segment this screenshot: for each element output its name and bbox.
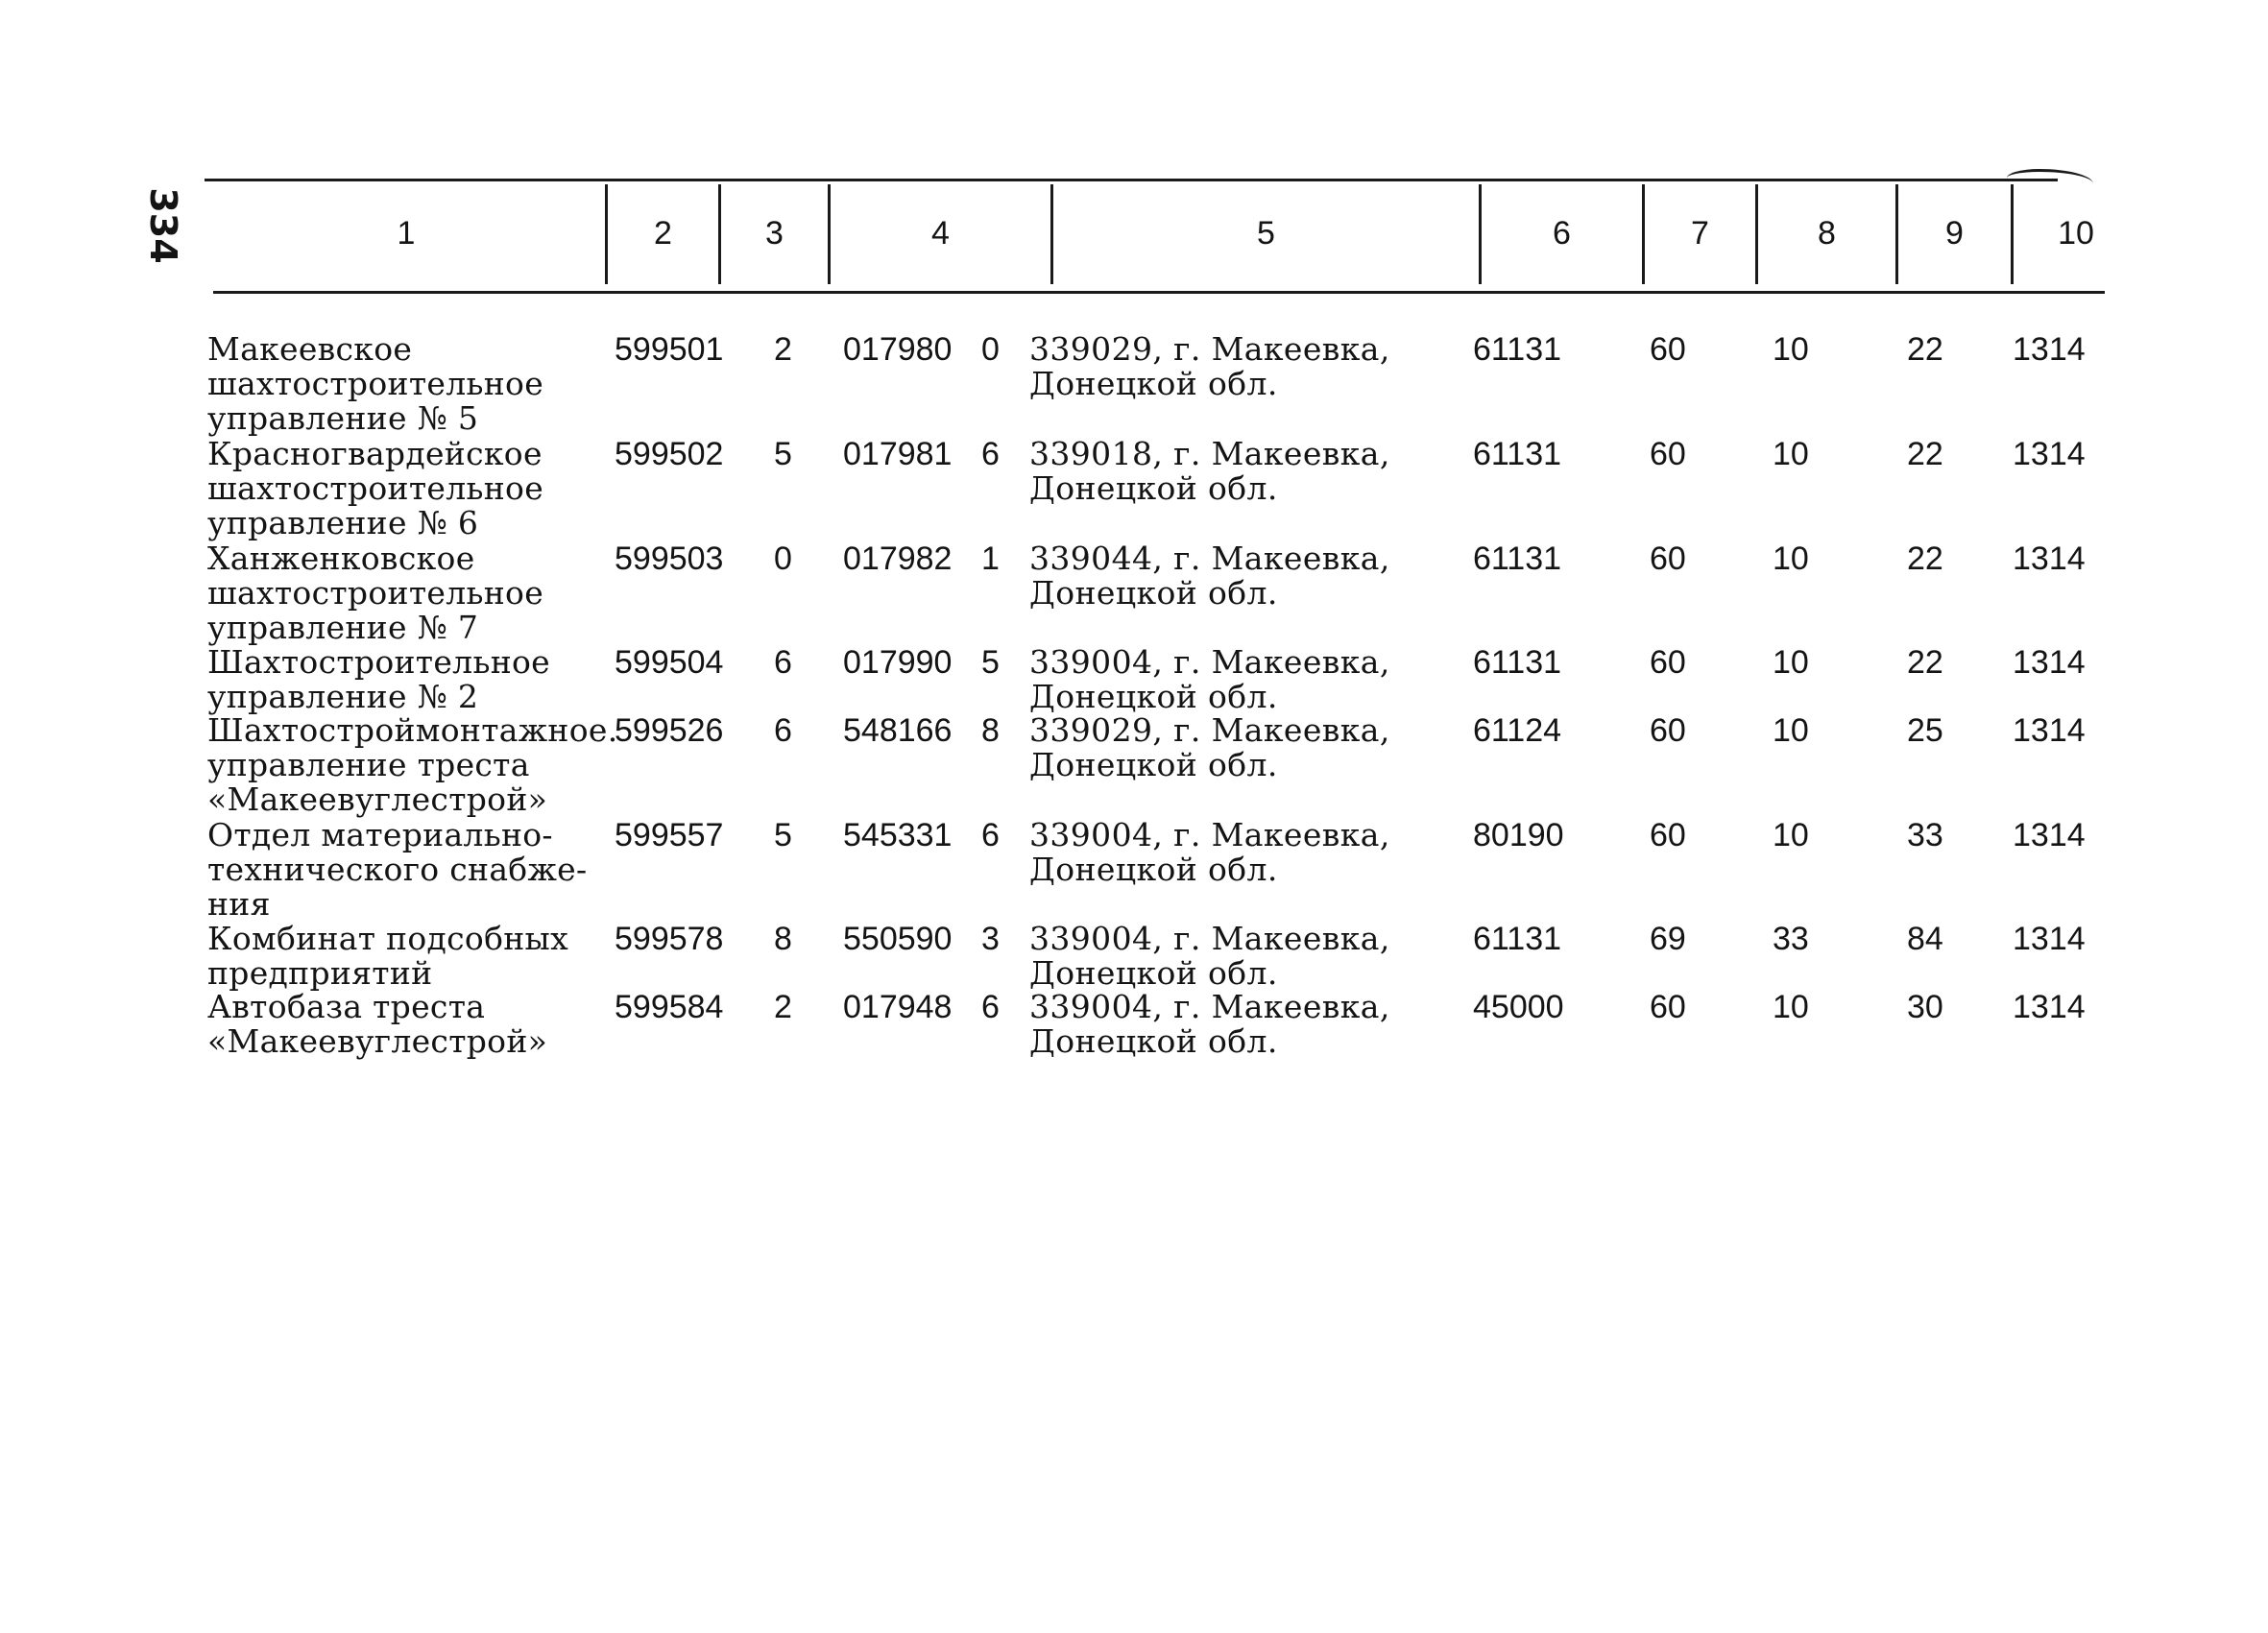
code-col-10: 1314 — [2013, 644, 2086, 681]
code-col-9: 30 — [1907, 989, 1943, 1025]
organization-name: Отдел материально- технического снабже- ния — [207, 816, 588, 923]
code-col-6: 61131 — [1473, 644, 1562, 681]
code-col-3: 8 — [774, 921, 792, 957]
code-col-7: 60 — [1650, 817, 1686, 853]
code-col-8: 10 — [1773, 331, 1809, 368]
organization-name: Шахтостроймонтажное. управление треста «Макеевуглестрой» — [207, 711, 618, 818]
column-header-5: 5 — [1257, 215, 1275, 252]
code-col-9: 22 — [1907, 540, 1943, 577]
code-col-2: 599503 — [615, 540, 724, 577]
code-col-4-check: 0 — [981, 331, 1000, 368]
column-header-3: 3 — [765, 215, 784, 252]
address: 339004, г. Макеевка, Донецкой обл. — [1029, 643, 1390, 715]
code-col-2: 599526 — [615, 712, 724, 749]
code-col-9: 33 — [1907, 817, 1943, 853]
code-col-4-check: 6 — [981, 436, 1000, 472]
code-col-10: 1314 — [2013, 817, 2086, 853]
code-col-10: 1314 — [2013, 712, 2086, 749]
code-col-9: 84 — [1907, 921, 1943, 957]
code-col-6: 61124 — [1473, 712, 1562, 749]
code-col-3: 2 — [774, 331, 792, 368]
code-col-10: 1314 — [2013, 989, 2086, 1025]
code-col-8: 10 — [1773, 436, 1809, 472]
code-col-9: 22 — [1907, 331, 1943, 368]
address: 339029, г. Макеевка, Донецкой обл. — [1029, 711, 1390, 783]
code-col-4-check: 1 — [981, 540, 1000, 577]
column-header-4: 4 — [931, 215, 950, 252]
code-col-8: 33 — [1773, 921, 1809, 957]
code-col-4-check: 8 — [981, 712, 1000, 749]
code-col-7: 60 — [1650, 436, 1686, 472]
code-col-4-check: 3 — [981, 921, 1000, 957]
code-col-6: 61131 — [1473, 331, 1562, 368]
code-col-10: 1314 — [2013, 331, 2086, 368]
code-col-4: 550590 — [843, 921, 953, 957]
code-col-9: 22 — [1907, 436, 1943, 472]
address: 339029, г. Макеевка, Донецкой обл. — [1029, 330, 1390, 402]
code-col-6: 45000 — [1473, 989, 1564, 1025]
column-header-8: 8 — [1818, 215, 1836, 252]
code-col-3: 5 — [774, 436, 792, 472]
code-col-4: 545331 — [843, 817, 953, 853]
organization-name: Красногвардейское шахтостроительное управление № 6 — [207, 435, 544, 541]
column-header-10: 10 — [2058, 215, 2094, 252]
code-col-8: 10 — [1773, 712, 1809, 749]
code-col-4: 017948 — [843, 989, 953, 1025]
code-col-9: 22 — [1907, 644, 1943, 681]
code-col-10: 1314 — [2013, 540, 2086, 577]
table-top-rule-curl — [2007, 169, 2093, 193]
address: 339004, г. Макеевка, Донецкой обл. — [1029, 988, 1390, 1060]
code-col-8: 10 — [1773, 644, 1809, 681]
column-header-2: 2 — [654, 215, 672, 252]
column-header-9: 9 — [1945, 215, 1964, 252]
code-col-4: 017981 — [843, 436, 953, 472]
column-header-6: 6 — [1553, 215, 1571, 252]
organization-name: Макеевское шахтостроительное управление № 5 — [207, 330, 544, 437]
organization-name: Шахтостроительное управление № 2 — [207, 643, 550, 715]
organization-name: Комбинат подсобных предприятий — [207, 920, 569, 992]
code-col-4: 017980 — [843, 331, 953, 368]
column-header-1: 1 — [397, 215, 416, 252]
code-col-3: 6 — [774, 712, 792, 749]
address: 339004, г. Макеевка, Донецкой обл. — [1029, 920, 1390, 992]
code-col-2: 599578 — [615, 921, 724, 957]
code-col-3: 5 — [774, 817, 792, 853]
page-number: 334 — [142, 187, 184, 264]
code-col-10: 1314 — [2013, 921, 2086, 957]
code-col-6: 61131 — [1473, 436, 1562, 472]
code-col-7: 60 — [1650, 644, 1686, 681]
code-col-4: 548166 — [843, 712, 953, 749]
code-col-4: 017990 — [843, 644, 953, 681]
address: 339004, г. Макеевка, Донецкой обл. — [1029, 816, 1390, 888]
code-col-7: 60 — [1650, 331, 1686, 368]
table-top-rule — [205, 179, 2058, 181]
code-col-10: 1314 — [2013, 436, 2086, 472]
code-col-4-check: 6 — [981, 989, 1000, 1025]
column-header-7: 7 — [1691, 215, 1709, 252]
address: 339018, г. Макеевка, Донецкой обл. — [1029, 435, 1390, 507]
code-col-8: 10 — [1773, 989, 1809, 1025]
code-col-2: 599502 — [615, 436, 724, 472]
table-header-bottom-rule — [213, 291, 2105, 294]
code-col-3: 0 — [774, 540, 792, 577]
code-col-2: 599584 — [615, 989, 724, 1025]
code-col-8: 10 — [1773, 540, 1809, 577]
code-col-8: 10 — [1773, 817, 1809, 853]
code-col-6: 61131 — [1473, 921, 1562, 957]
code-col-9: 25 — [1907, 712, 1943, 749]
code-col-7: 60 — [1650, 989, 1686, 1025]
code-col-4: 017982 — [843, 540, 953, 577]
code-col-2: 599504 — [615, 644, 724, 681]
code-col-3: 6 — [774, 644, 792, 681]
code-col-7: 60 — [1650, 540, 1686, 577]
code-col-2: 599557 — [615, 817, 724, 853]
code-col-6: 61131 — [1473, 540, 1562, 577]
code-col-7: 60 — [1650, 712, 1686, 749]
organization-name: Автобаза треста «Макеевуглестрой» — [207, 988, 548, 1060]
code-col-2: 599501 — [615, 331, 724, 368]
organization-name: Ханженковское шахтостроительное управление № 7 — [207, 540, 544, 646]
code-col-3: 2 — [774, 989, 792, 1025]
code-col-4-check: 6 — [981, 817, 1000, 853]
code-col-6: 80190 — [1473, 817, 1564, 853]
code-col-4-check: 5 — [981, 644, 1000, 681]
code-col-7: 69 — [1650, 921, 1686, 957]
address: 339044, г. Макеевка, Донецкой обл. — [1029, 540, 1390, 612]
